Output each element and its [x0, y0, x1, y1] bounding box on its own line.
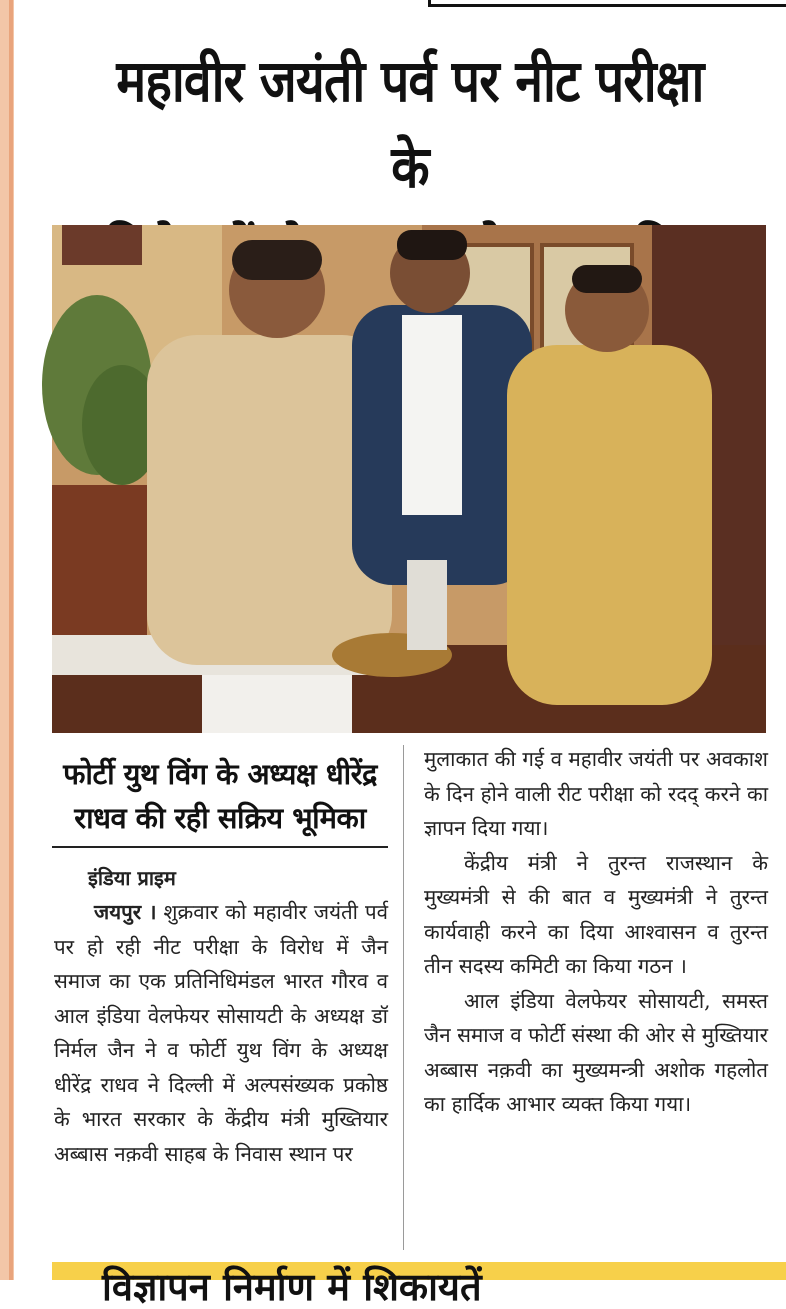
- next-article-headline-partial: विज्ञापन निर्माण में शिकायतें: [102, 1265, 482, 1309]
- subheadline-line-2: राधव की रही सक्रिय भूमिका: [74, 801, 366, 835]
- article-paragraph-1-continued: मुलाकात की गई व महावीर जयंती पर अवकाश के दिन होने वाली रीट परीक्षा को रदद् करने का ज्ञापन दिया गया।: [424, 747, 768, 840]
- article-paragraph-2: केंद्रीय मंत्री ने तुरन्त राजस्थान के मुख्यमंत्री से की बात व मुख्यमंत्री ने तुरन्त कार्यवाही करने का दिया आश्वासन व तुरन्त तीन सदस्य कमिटी का किया गठन ।: [424, 850, 768, 978]
- subheadline-underline: [52, 846, 388, 848]
- headline-line-1: महावीर जयंती पर्व पर नीट परीक्षा के: [116, 47, 704, 201]
- article-dateline: जयपुर ।: [94, 900, 157, 924]
- next-article-band: [52, 1262, 786, 1309]
- photo-illustration: [52, 225, 766, 733]
- article-byline: इंडिया प्राइम: [88, 866, 176, 890]
- column-divider: [403, 745, 404, 1250]
- article-column-left: [54, 861, 388, 1171]
- article-paragraph-3: आल इंडिया वेलफेयर सोसायटी, समस्त जैन समाज व फोर्टी संस्था की ओर से मुख्तियार अब्बास नक़वी का मुख्यमन्त्री अशोक गहलोत का हार्दिक आभार व्यक्त किया गया।: [424, 988, 768, 1116]
- article-paragraph-1: [54, 895, 388, 1171]
- article-paragraph-1-text: शुक्रवार को महावीर जयंती पर्व पर हो रही नीट परीक्षा के विरोध में जैन समाज का एक प्रतिनिधिमंडल भारत गौरव व आल इंडिया वेलफेयर सोसायटी के अध्यक्ष डॉ निर्मल जैन ने व फोर्टी युथ विंग के अध्यक्ष धीरेंद्र राधव ने दिल्ली में अल्पसंख्यक प्रकोष्ठ के भारत सरकार के केंद्रीय मंत्री मुख्तियार अब्बास नक़वी साहब के निवास स्थान पर: [54, 900, 388, 1166]
- page-edge-strip: [0, 0, 14, 1280]
- subheadline-line-1: फोर्टी युथ विंग के अध्यक्ष धीरेंद्र: [63, 757, 377, 791]
- article-column-right: [424, 742, 768, 1122]
- subheadline: [52, 752, 388, 840]
- top-border-rule: [428, 0, 786, 7]
- news-photo: [52, 225, 766, 733]
